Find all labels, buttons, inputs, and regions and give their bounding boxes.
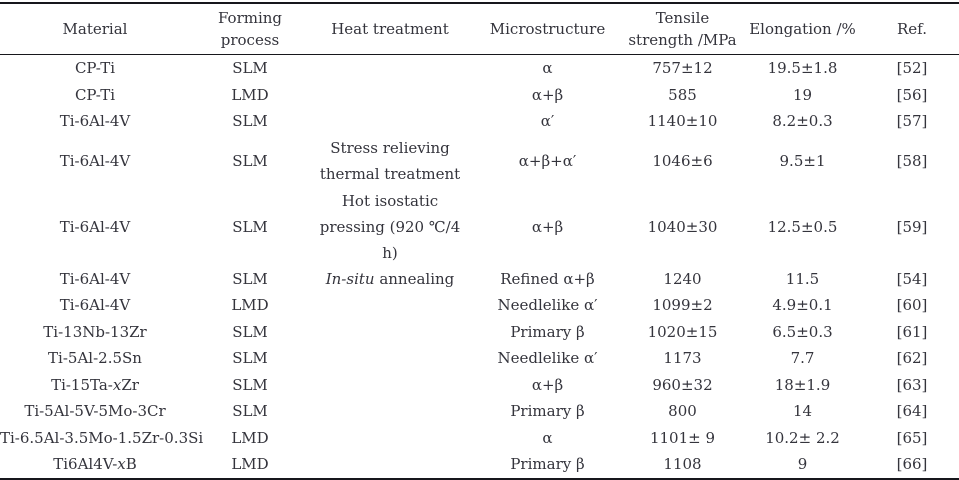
cell-ref: [54]	[896, 269, 928, 288]
cell-forming-process: SLM	[232, 402, 268, 421]
cell-material: Ti-6.5Al-3.5Mo-1.5Zr-0.3Si	[0, 428, 204, 447]
cell-ref: [62]	[896, 349, 928, 368]
cell-elongation: 18±1.9	[774, 375, 831, 394]
cell-material: CP-Ti	[74, 85, 116, 104]
cell-tensile-strength: 585	[668, 85, 697, 104]
table-row	[0, 292, 959, 319]
cell-material: Ti-15Ta-xZr	[51, 375, 139, 394]
cell-material: Ti-5Al-5V-5Mo-3Cr	[24, 402, 166, 421]
cell-material: Ti-6Al-4V	[59, 152, 131, 170]
cell-forming-process: LMD	[231, 296, 269, 315]
cell-microstructure: α	[542, 59, 553, 78]
cell-forming-process: LMD	[231, 428, 269, 447]
cell-microstructure: Primary β	[510, 455, 585, 474]
table-row	[0, 451, 959, 479]
col-header-tensile-strength: Tensile strength /MPa	[625, 3, 740, 55]
cell-heat-treatment: Hot isostatic pressing (920 ℃/4 h)	[319, 191, 461, 262]
cell-elongation: 19	[792, 85, 813, 104]
cell-material: Ti-13Nb-13Zr	[43, 322, 147, 341]
table-row	[0, 425, 959, 452]
cell-ref: [56]	[896, 85, 928, 104]
cell-material: Ti6Al4V-xB	[53, 455, 137, 474]
cell-ref: [63]	[896, 375, 928, 394]
cell-elongation: 14	[792, 402, 813, 421]
cell-ref: [58]	[896, 152, 928, 170]
cell-microstructure: Needlelike α′	[497, 349, 598, 368]
cell-ref: [52]	[896, 59, 928, 78]
cell-forming-process: SLM	[232, 217, 268, 236]
cell-elongation: 8.2±0.3	[772, 112, 833, 131]
cell-ref: [61]	[896, 322, 928, 341]
table-header	[0, 3, 959, 55]
cell-heat-treatment	[310, 55, 470, 82]
cell-microstructure: Needlelike α′	[497, 296, 598, 315]
cell-tensile-strength: 1040±30	[647, 217, 718, 236]
cell-elongation: 7.7	[790, 349, 815, 368]
col-header-forming-process: Forming process	[190, 3, 310, 55]
cell-microstructure: Primary β	[510, 402, 585, 421]
cell-tensile-strength: 1240	[663, 269, 702, 288]
cell-elongation: 12.5±0.5	[767, 217, 838, 236]
table-row	[0, 108, 959, 135]
col-header-elongation: Elongation /%	[740, 3, 865, 55]
cell-ref: [59]	[896, 217, 928, 236]
cell-forming-process: SLM	[232, 322, 268, 341]
cell-forming-process: SLM	[232, 375, 268, 394]
cell-ref: [57]	[896, 112, 928, 131]
cell-microstructure: Refined α+β	[500, 269, 595, 288]
cell-material: Ti-6Al-4V	[59, 217, 131, 236]
cell-tensile-strength: 960±32	[652, 375, 713, 394]
cell-tensile-strength: 1046±6	[652, 152, 713, 170]
table-row	[0, 82, 959, 109]
table-row	[0, 55, 959, 82]
col-header-heat-treatment: Heat treatment	[310, 3, 470, 55]
cell-heat-treatment	[310, 319, 470, 346]
cell-heat-treatment	[310, 372, 470, 399]
cell-elongation: 9.5±1	[779, 152, 826, 170]
cell-forming-process: LMD	[231, 455, 269, 474]
cell-forming-process: SLM	[232, 112, 268, 131]
cell-heat-treatment	[310, 82, 470, 109]
table-row	[0, 345, 959, 372]
cell-material: Ti-6Al-4V	[59, 112, 131, 131]
cell-tensile-strength: 1101± 9	[649, 428, 716, 447]
cell-microstructure: α+β	[531, 85, 564, 104]
cell-ref: [65]	[896, 428, 928, 447]
table-row	[0, 319, 959, 346]
cell-elongation: 11.5	[785, 269, 820, 288]
cell-microstructure: α′	[540, 112, 555, 131]
cell-ref: [64]	[896, 402, 928, 421]
table-row	[0, 135, 959, 188]
cell-elongation: 19.5±1.8	[767, 59, 838, 78]
cell-ref: [60]	[896, 296, 928, 315]
col-header-ref: Ref.	[865, 3, 959, 55]
cell-material: CP-Ti	[74, 59, 116, 78]
cell-tensile-strength: 1140±10	[647, 112, 718, 131]
cell-tensile-strength: 800	[668, 402, 697, 421]
cell-elongation: 10.2± 2.2	[765, 428, 840, 447]
cell-heat-treatment: Stress relieving thermal treatment	[319, 139, 461, 183]
cell-heat-treatment: In-situ annealing	[325, 269, 455, 288]
col-header-microstructure: Microstructure	[470, 3, 625, 55]
cell-ref: [66]	[896, 455, 928, 474]
cell-forming-process: LMD	[231, 85, 269, 104]
cell-microstructure: α+β	[531, 217, 564, 236]
cell-forming-process: SLM	[232, 349, 268, 368]
table-row	[0, 372, 959, 399]
cell-forming-process: SLM	[232, 59, 268, 78]
cell-heat-treatment	[310, 451, 470, 479]
cell-microstructure: α+β+α′	[518, 152, 577, 170]
cell-forming-process: SLM	[232, 152, 268, 170]
table-body	[0, 55, 959, 479]
cell-microstructure: Primary β	[510, 322, 585, 341]
cell-tensile-strength: 1099±2	[652, 296, 713, 315]
materials-properties-table	[0, 2, 959, 480]
cell-tensile-strength: 1173	[663, 349, 702, 368]
cell-heat-treatment	[310, 108, 470, 135]
cell-tensile-strength: 1020±15	[647, 322, 718, 341]
table-row	[0, 266, 959, 293]
header-row	[0, 3, 959, 55]
cell-microstructure: α	[542, 428, 553, 447]
cell-material: Ti-6Al-4V	[59, 296, 131, 315]
cell-microstructure: α+β	[531, 375, 564, 394]
cell-heat-treatment	[310, 398, 470, 425]
cell-elongation: 9	[797, 455, 808, 474]
cell-forming-process: SLM	[232, 269, 268, 288]
cell-elongation: 4.9±0.1	[772, 296, 833, 315]
cell-heat-treatment	[310, 292, 470, 319]
table-row	[0, 398, 959, 425]
cell-elongation: 6.5±0.3	[772, 322, 833, 341]
table-row	[0, 188, 959, 266]
cell-tensile-strength: 757±12	[652, 59, 713, 78]
cell-material: Ti-5Al-2.5Sn	[48, 349, 142, 368]
cell-tensile-strength: 1108	[663, 455, 702, 474]
cell-heat-treatment	[310, 425, 470, 452]
cell-heat-treatment	[310, 345, 470, 372]
cell-material: Ti-6Al-4V	[59, 269, 131, 288]
col-header-material: Material	[0, 3, 190, 55]
